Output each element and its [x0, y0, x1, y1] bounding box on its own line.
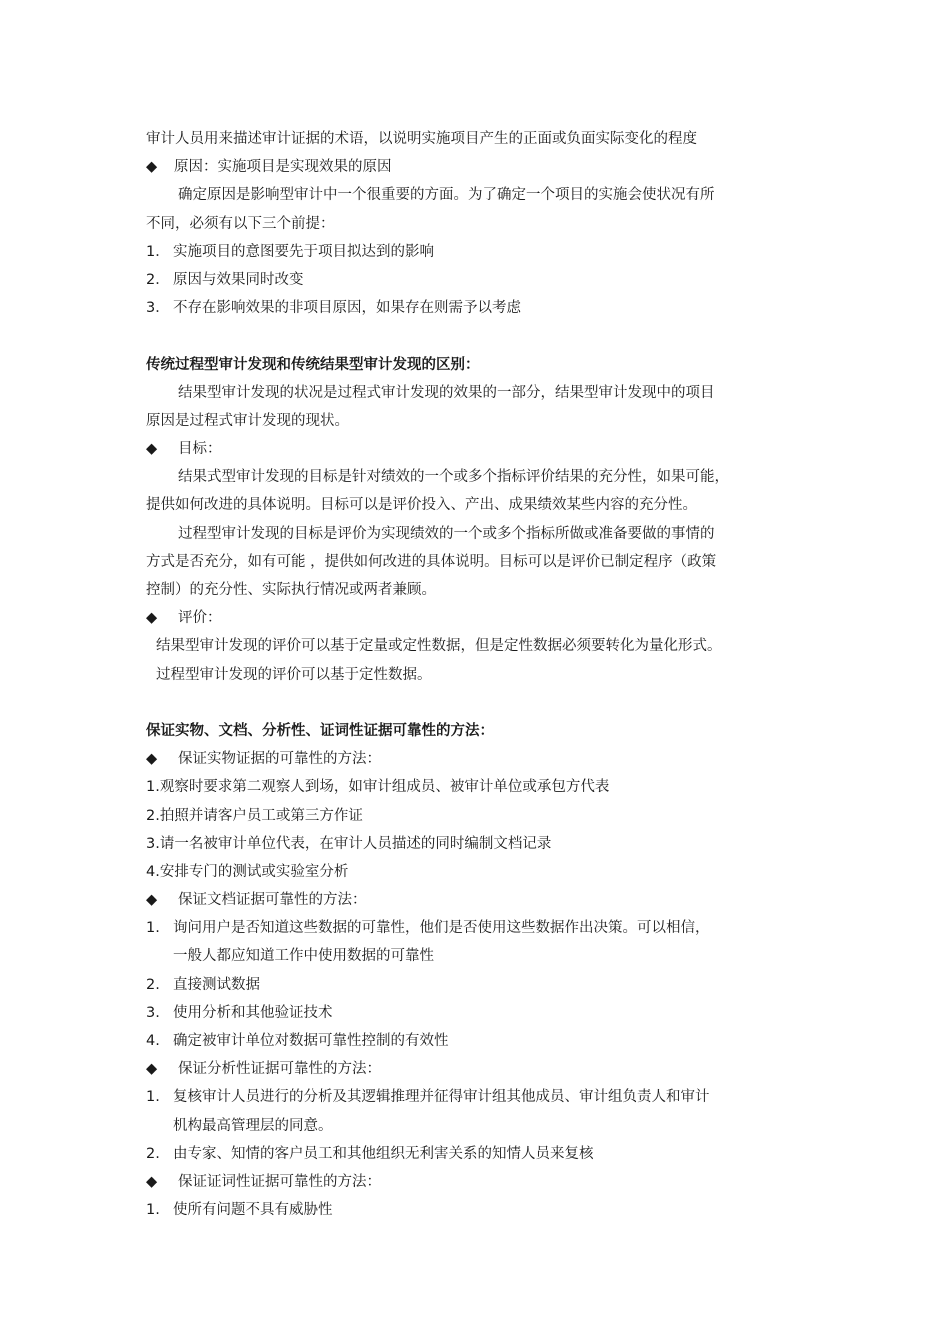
- list-item: 1. 使所有问题不具有威胁性: [146, 1202, 333, 1219]
- bullet-item-testimonial: ◆ 保证证词性证据可靠性的方法：: [146, 1168, 826, 1196]
- paragraph: 结果式型审计发现的目标是针对绩效的一个或多个指标评价结果的充分性，如果可能，: [178, 469, 729, 486]
- bullet-item-eval: ◆ 评价：: [146, 604, 826, 632]
- list-item: 2. 由专家、知情的客户员工和其他组织无利害关系的知情人员来复核: [146, 1145, 594, 1162]
- list-item: 4.安排专门的测试或实验室分析: [146, 863, 349, 880]
- bullet-item-analytical: ◆ 保证分析性证据可靠性的方法：: [146, 1055, 826, 1083]
- paragraph: 过程型审计发现的目标是评价为实现绩效的一个或多个指标所做或准备要做的事情的: [178, 525, 715, 542]
- list-item: 4. 确定被审计单位对数据可靠性控制的有效性: [146, 1033, 449, 1049]
- list-item: 2． 原因与效果同时改变: [146, 271, 304, 288]
- list-item: 3.请一名被审计单位代表，在审计人员描述的同时编制文档记录: [146, 835, 552, 852]
- paragraph: 不同，必须有以下三个前提：: [146, 215, 335, 232]
- spacer: [146, 689, 826, 717]
- spacer: [146, 322, 826, 350]
- paragraph: 原因是过程式审计发现的现状。: [146, 412, 349, 429]
- paragraph: 过程型审计发现的评价可以基于定性数据。: [156, 666, 432, 683]
- list-item-continued: 一般人都应知道工作中使用数据的可靠性: [173, 948, 434, 965]
- list-item: 1.观察时要求第二观察人到场，如审计组成员、被审计单位或承包方代表: [146, 779, 610, 796]
- paragraph: 方式是否充分，如有可能 ，提供如何改进的具体说明。目标可以是评价已制定程序（政策: [146, 553, 717, 570]
- list-item: 1． 实施项目的意图要先于项目拟达到的影响: [146, 243, 434, 260]
- paragraph: 结果型审计发现的状况是过程式审计发现的效果的一部分，结果型审计发现中的项目: [178, 384, 715, 401]
- document-body: [146, 125, 826, 1224]
- paragraph: 提供如何改进的具体说明。目标可以是评价投入、产出、成果绩效某些内容的充分性。: [146, 497, 697, 514]
- paragraph: 审计人员用来描述审计证据的术语，以说明实施项目产生的正面或负面实际变化的程度: [146, 131, 697, 147]
- bullet-item-document: ◆ 保证文档证据可靠性的方法：: [146, 886, 826, 914]
- section-heading: 保证实物、文档、分析性、证词性证据可靠性的方法：: [146, 722, 494, 739]
- paragraph: 确定原因是影响型审计中一个很重要的方面。为了确定一个项目的实施会使状况有所: [178, 187, 715, 204]
- bullet-item-goal: ◆ 目标：: [146, 435, 826, 463]
- diamond-bullet-icon: ◆: [146, 441, 158, 458]
- list-item: 1. 询问用户是否知道这些数据的可靠性，他们是否使用这些数据作出决策。可以相信，: [146, 920, 710, 937]
- diamond-bullet-icon: ◆: [146, 892, 158, 909]
- bullet-item-physical: ◆ 保证实物证据的可靠性的方法：: [146, 745, 826, 773]
- diamond-bullet-icon: ◆: [146, 1061, 158, 1078]
- list-item: 3． 不存在影响效果的非项目原因，如果存在则需予以考虑: [146, 300, 521, 317]
- bullet-item-cause: ◆ 原因：实施项目是实现效果的原因: [146, 153, 826, 181]
- diamond-bullet-icon: ◆: [146, 610, 158, 627]
- list-item: 2. 直接测试数据: [146, 976, 260, 993]
- paragraph: 控制）的充分性、实际执行情况或两者兼顾。: [146, 582, 436, 598]
- list-item: 2.拍照并请客户员工或第三方作证: [146, 807, 363, 824]
- diamond-bullet-icon: ◆: [146, 159, 158, 176]
- section-heading: 传统过程型审计发现和传统结果型审计发现的区别：: [146, 356, 480, 373]
- list-item-continued: 机构最高管理层的同意。: [173, 1117, 333, 1134]
- diamond-bullet-icon: ◆: [146, 751, 158, 768]
- diamond-bullet-icon: ◆: [146, 1173, 158, 1190]
- list-item: 1. 复核审计人员进行的分析及其逻辑推理并征得审计组其他成员、审计组负责人和审计: [146, 1089, 710, 1106]
- list-item: 3. 使用分析和其他验证技术: [146, 1004, 333, 1021]
- paragraph: 结果型审计发现的评价可以基于定量或定性数据，但是定性数据必须要转化为量化形式。: [156, 638, 722, 655]
